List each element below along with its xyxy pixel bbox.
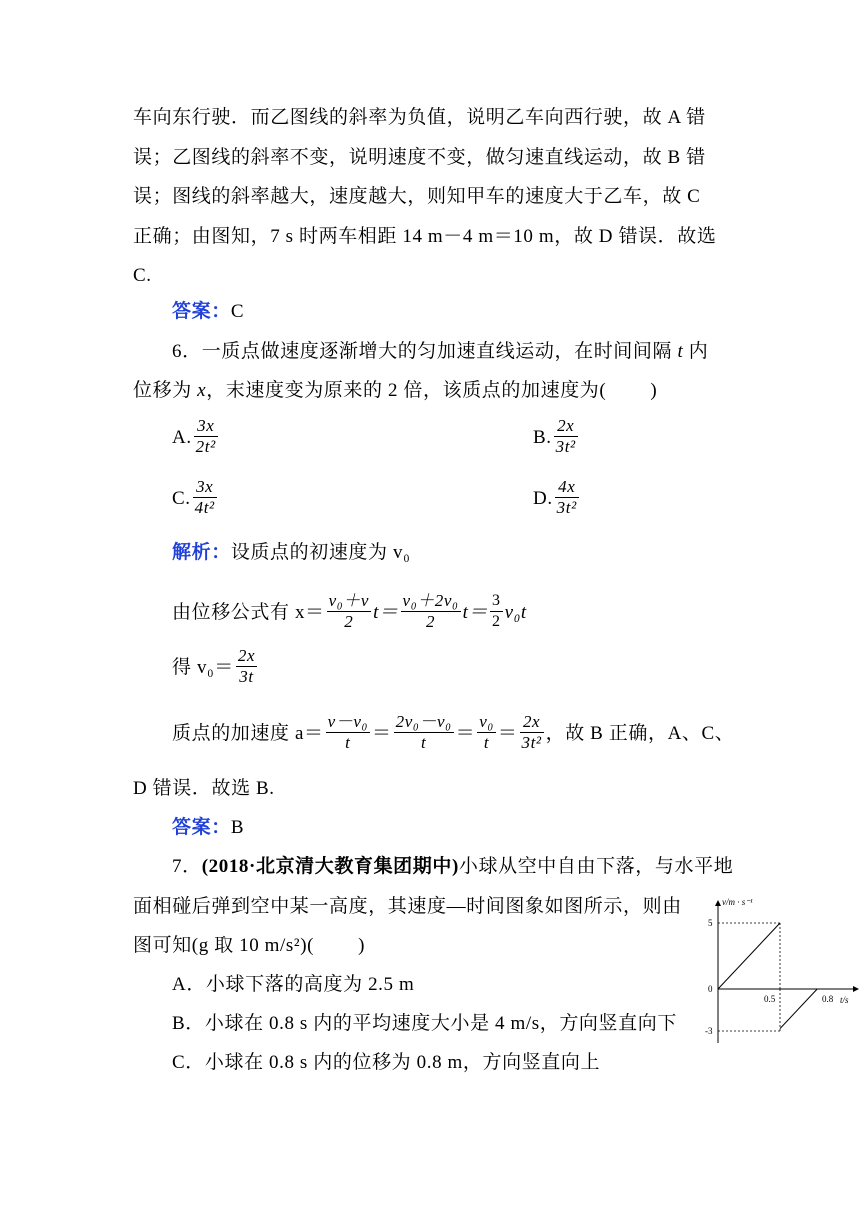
velocity-time-graph [700,893,860,1053]
vt-segment-2 [780,989,817,1029]
answer-label: 答案： [172,301,231,322]
analysis-label: 解析： [172,542,231,563]
q6-option-a [172,418,220,459]
q6-analysis-line-4: 质点的加速度 a＝ $\frac{\text{v－v₀}}{t}$ ＝ $\frac{\text{2v₀－v₀}}{t}$ ＝ $\frac{\text{v₀}}{t}$ ＝ $\frac{2x}{\text{3t²}}$ ，故 B 正确，A、C、 [172,712,735,752]
answer-6 [172,818,244,837]
option-label: A. [172,426,192,448]
q6-analysis-line-5: D 错误．故选 B. [133,778,275,799]
answer-label: 答案： [172,817,231,838]
formula-fraction [394,712,454,753]
answer-value: B [230,817,245,838]
q6-analysis-line-2 [172,593,527,634]
fraction-denominator: 3t² [521,732,542,752]
vt-segment-1 [718,923,780,989]
q7-stem-text: 图可知(g 取 10 m/s²)( [133,935,315,956]
x-tick-08: 0.8 [822,994,834,1004]
analysis-text: 设质点的初速度为 v₀ [230,542,411,563]
fraction-numerator: 3 [490,592,503,611]
fraction-numerator: v₀＋2v₀ [402,591,459,610]
q7-option-a: A．小球下落的高度为 2.5 m [172,974,415,995]
y-tick-5: 5 [708,918,713,928]
q7-source: (2018·北京清大教育集团期中) [201,856,459,877]
fraction-numerator: 2x [237,646,256,665]
answer-value: C [230,301,245,322]
q7-stem-text: ) [358,935,366,956]
fraction-denominator: 2 [426,611,436,631]
fraction-numerator: 4x [555,477,579,498]
analysis-text: 质点的加速度 a＝ [172,722,324,744]
option-fraction [194,416,218,457]
fraction-denominator: 2t² [195,436,216,456]
q7-stem-line-2: 面相碰后弹到空中某一高度，其速度—时间图象如图所示，则由 [133,896,682,917]
q6-analysis-line-1 [172,543,410,562]
formula-fraction [490,592,503,631]
intro-line-4: 正确；由图知，7 s 时两车相距 14 m－4 m＝10 m，故 D 错误．故选 [133,226,717,247]
fraction-numerator: v₀ [479,712,494,731]
q6-var-t: t [677,341,684,362]
intro-line-3: 误；图线的斜率越大，速度越大，则知甲车的速度大于乙车，故 C [133,186,701,207]
formula-text: t＝ [462,601,489,623]
option-fraction [555,477,579,518]
fraction-denominator: t [345,732,351,752]
q6-number: 6． [172,341,202,362]
fraction-denominator: 2 [492,612,501,630]
analysis-text: 得 v₀＝ [172,656,234,678]
fraction-numerator: 3x [193,477,217,498]
fraction-numerator: 3x [194,416,218,437]
q6-analysis-line-3 [172,648,259,689]
analysis-text: 由位移公式有 x＝ [172,601,325,623]
q6-stem-line-2 [133,381,657,400]
q6-stem-text: ，末速度变为原来的 2 倍，该质点的加速度为( [206,380,607,401]
fraction-numerator: 2x [520,712,544,733]
graph-data [718,923,817,1029]
option-fraction [193,477,217,518]
x-tick-05: 0.5 [764,994,776,1004]
y-axis-label: v/m · s⁻¹ [722,897,753,907]
analysis-text: ，故 B 正确，A、C、 [545,722,735,744]
option-label: B. [533,426,552,448]
y-tick-0: 0 [708,984,713,994]
q7-stem-line-1 [172,857,733,876]
q6-stem-text: 内 [683,341,709,362]
option-fraction [554,416,578,457]
fraction-numerator: v₀＋v [328,591,370,610]
formula-fraction [326,712,370,753]
option-label: C. [172,487,191,509]
formula-text: v₀t [504,601,527,623]
fraction-denominator: 3t² [556,497,577,517]
q6-stem-text: 一质点做速度逐渐增大的匀加速直线运动，在时间间隔 [201,341,678,362]
fraction-numerator: 2v₀－v₀ [395,712,452,731]
answer-5 [172,302,244,321]
q6-stem-line-1 [172,342,708,361]
q6-option-d [533,479,581,520]
fraction-denominator: 2 [344,611,354,631]
fraction-denominator: t [420,732,427,752]
fraction-denominator: 3t² [555,436,576,456]
q6-option-b [533,418,580,459]
x-axis-label: t/s [840,995,849,1005]
formula-fraction [401,591,461,632]
formula-fraction [236,646,257,687]
fraction-denominator: t [483,732,490,752]
formula-text: t＝ [373,601,399,623]
q7-stem-line-3 [133,936,365,955]
formula-fraction [520,712,544,753]
q7-option-b: B．小球在 0.8 s 内的平均速度大小是 4 m/s，方向竖直向下 [172,1013,677,1034]
q6-stem-text: ) [650,380,658,401]
fraction-numerator: 2x [554,416,578,437]
fraction-denominator: 4t² [194,497,215,517]
q7-stem-text: 小球从空中自由下落，与水平地 [458,856,734,877]
intro-line-1: 车向东行驶．而乙图线的斜率为负值，说明乙车向西行驶，故 A 错 [133,107,706,128]
q7-number: 7． [172,856,202,877]
q7-option-c: C．小球在 0.8 s 内的位移为 0.8 m，方向竖直向上 [172,1052,601,1073]
formula-fraction [327,591,371,632]
q6-var-x: x [197,380,207,401]
intro-line-5: C. [133,265,152,286]
q6-option-c [172,479,219,520]
fraction-denominator: 3t [239,666,254,686]
formula-fraction [477,712,496,753]
option-label: D. [533,487,553,509]
fraction-numerator: v－v₀ [327,712,368,731]
q6-stem-text: 位移为 [133,380,198,401]
y-tick-neg3: -3 [705,1026,713,1036]
intro-line-2: 误；乙图线的斜率不变，说明速度不变，做匀速直线运动，故 B 错 [133,147,706,168]
